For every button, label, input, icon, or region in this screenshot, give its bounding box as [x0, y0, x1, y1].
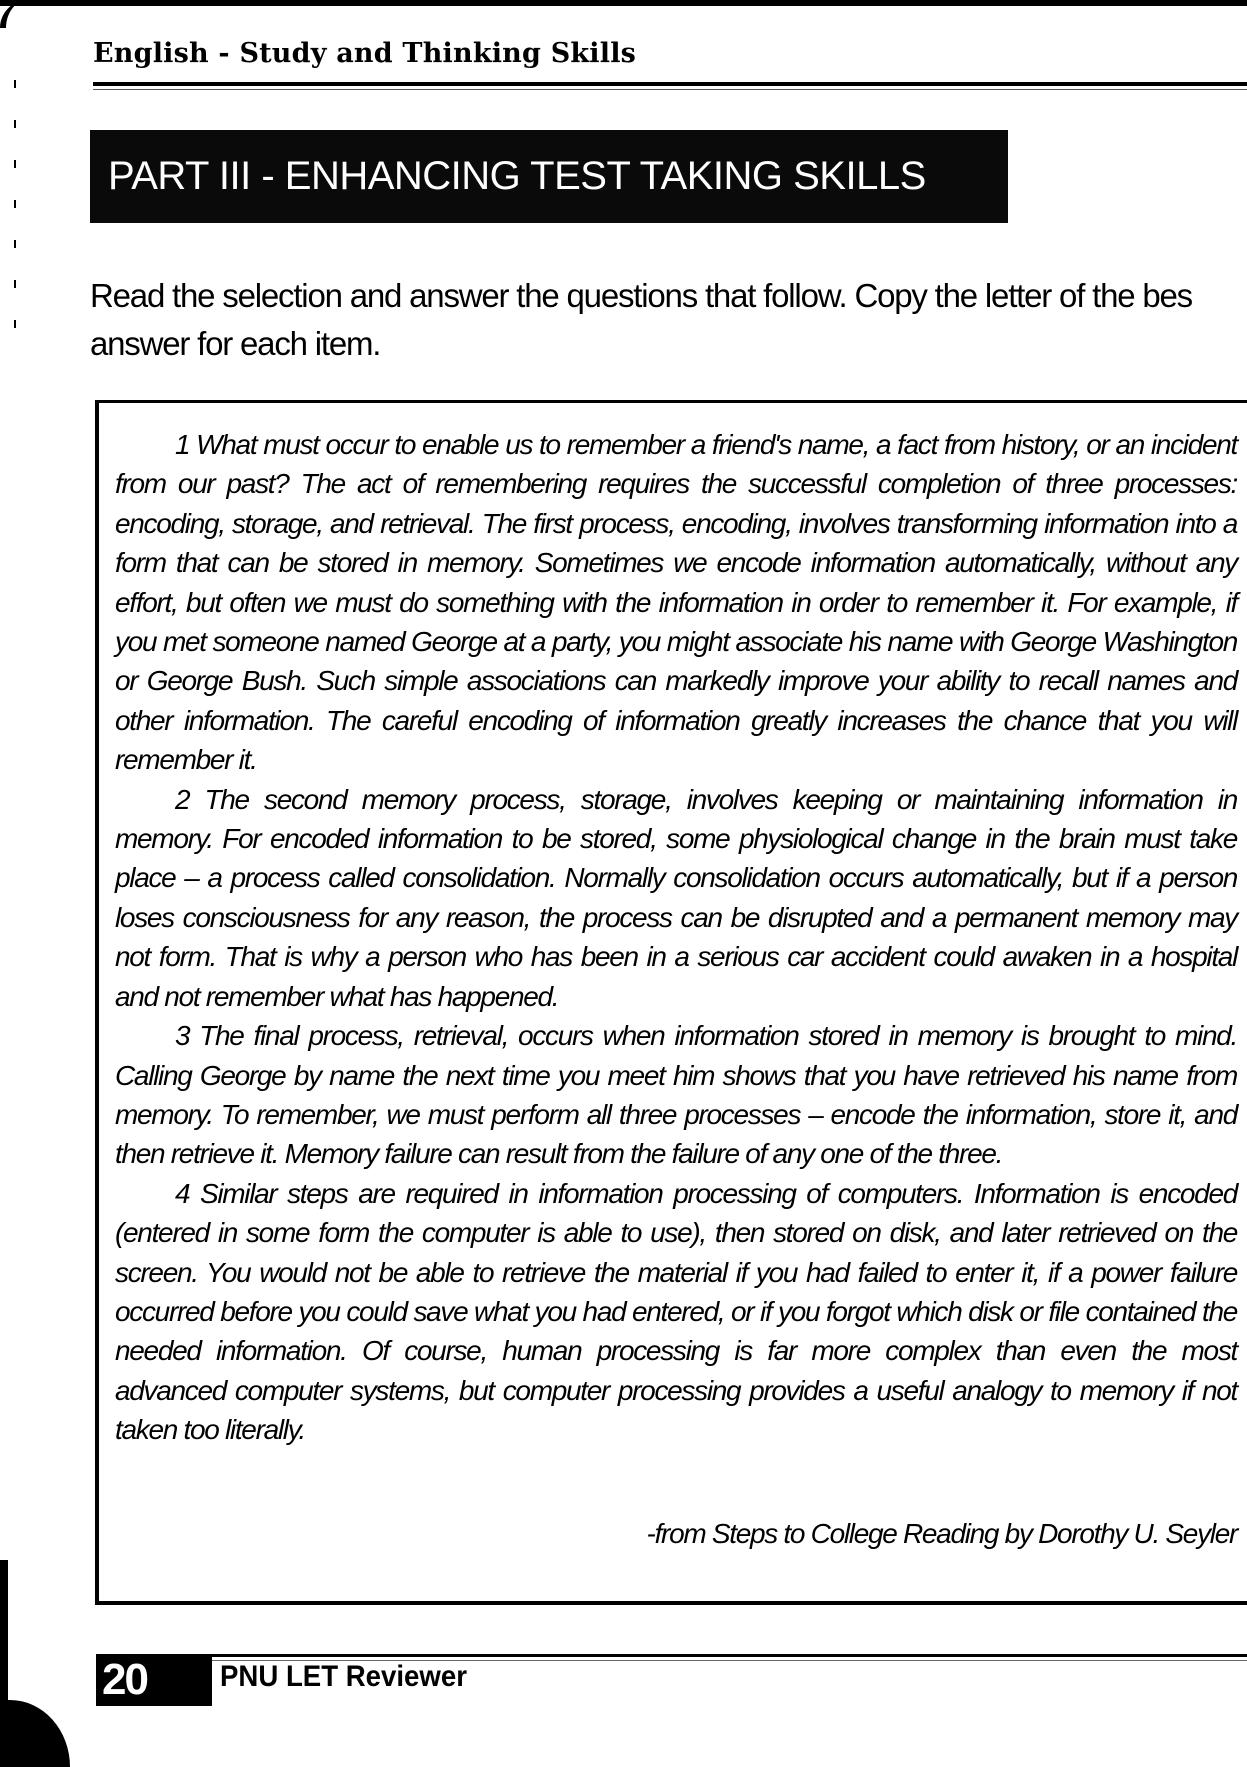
passage-paragraph-4: 4 Similar steps are required in information processing of computers. Information is encoded (entered in some form the computer is able to use), then stored on disk, and later retrieved on the screen. You would not be able to retrieve the material if you had failed to enter it, if a power failure occurred before you could save what you had entered, or if you forgot which disk or file contained the needed information. Of course, human processing is far more complex than even the most advanced computer systems, but computer processing provides a useful analogy to memory if not taken too literally. — [115, 1177, 1237, 1446]
book-title: PNU LET Reviewer — [220, 1660, 467, 1693]
footer-rule — [200, 1654, 1247, 1657]
instructions — [90, 272, 1247, 368]
instructions-line: Read the selection and answer the questions that follow. Copy the letter of the bes — [90, 277, 1192, 314]
instructions-line: answer for each item. — [90, 325, 381, 362]
reading-passage — [115, 425, 1237, 1450]
header-rule — [93, 82, 1247, 86]
section-banner-title: PART III - ENHANCING TEST TAKING SKILLS — [108, 154, 926, 198]
passage-paragraph-2: 2 The second memory process, storage, involves keeping or maintaining information in memory. For encoded information to be stored, some physiological change in the brain must take place – a process called consolidation. Normally consolidation occurs automatically, but if a person loses consciousness for any reason, the process can be disrupted and a permanent memory may not form. That is why a person who has been in a serious car accident could awaken in a hospital and not remember what has happened. — [115, 783, 1237, 1012]
section-banner — [90, 130, 1008, 223]
passage-paragraph-3: 3 The final process, retrieval, occurs when information stored in memory is brought to mind. Calling George by name the next time you meet him shows that you have retrieved his name from memory. To remember, we must perform all three processes – encode the information, store it, and then retrieve it. Memory failure can result from the failure of any one of the three. — [115, 1020, 1237, 1170]
header-rule-thin — [93, 89, 1247, 90]
page-top-border — [0, 0, 1247, 6]
scan-margin-marks — [14, 80, 16, 340]
running-head: English - Study and Thinking Skills — [93, 38, 637, 69]
passage-paragraph-1: 1 What must occur to enable us to remember a friend's name, a fact from history, or an incident from our past? The act of remembering requires the successful completion of three processes: encoding, storage, and retrieval. The first process, encoding, involves transforming information into a form that can be stored in memory. Sometimes we encode information automatically, without any effort, but often we must do something with the information in order to remember it. For example, if you met someone named George at a party, you might associate his name with George Washington or George Bush. Such simple associations can markedly improve your ability to recall names and other information. The careful encoding of information greatly increases the chance that you will remember it. — [115, 429, 1237, 776]
page-corner-decoration — [0, 1700, 70, 1767]
passage-citation: -from Steps to College Reading by Dorothy U. Seyler — [646, 1518, 1237, 1549]
page-number: 20 — [96, 1654, 212, 1706]
